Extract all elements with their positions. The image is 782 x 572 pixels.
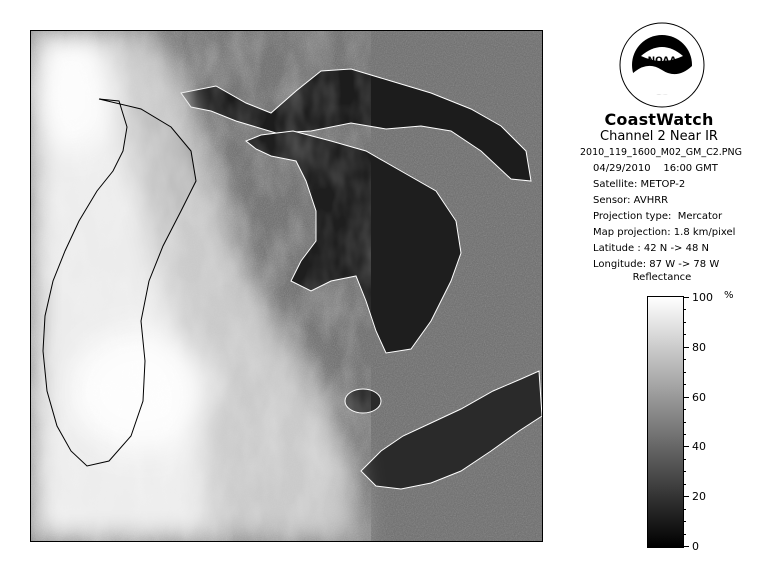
cloud-texture <box>31 31 371 541</box>
satellite-text: Satellite: METOP-2 <box>593 179 686 190</box>
colorbar-minor-tick <box>683 359 686 360</box>
colorbar-tick <box>683 446 689 447</box>
colorbar-tick-label: 60 <box>692 390 706 404</box>
colorbar-tick <box>683 397 689 398</box>
datetime-text: 04/29/2010 16:00 GMT <box>593 163 718 174</box>
noaa-logo <box>619 22 705 108</box>
colorbar-minor-tick <box>683 509 686 510</box>
colorbar-title: Reflectance <box>632 272 692 283</box>
colorbar-minor-tick <box>683 434 686 435</box>
colorbar-tick <box>683 297 689 298</box>
longitude-text: Longitude: 87 W -> 78 W <box>593 259 720 270</box>
colorbar-minor-tick <box>683 534 686 535</box>
latitude-text: Latitude : 42 N -> 48 N <box>593 243 709 254</box>
map-projection-text: Map projection: 1.8 km/pixel <box>593 227 736 238</box>
colorbar-minor-tick <box>683 409 686 410</box>
colorbar-minor-tick <box>683 309 686 310</box>
colorbar-minor-tick <box>683 322 686 323</box>
colorbar <box>647 296 684 548</box>
projection-type-text: Projection type: Mercator <box>593 211 723 222</box>
colorbar-tick-label: 0 <box>692 540 699 553</box>
sensor-text: Sensor: AVHRR <box>593 195 669 206</box>
channel-label: Channel 2 Near IR <box>600 129 718 144</box>
colorbar-tick-label: 100 <box>692 291 713 304</box>
colorbar-minor-tick <box>683 484 686 485</box>
file-name: 2010_119_1600_M02_GM_C2.PNG <box>580 147 742 158</box>
colorbar-minor-tick <box>683 471 686 472</box>
colorbar-tick-label: 20 <box>692 490 706 504</box>
product-title: CoastWatch <box>604 110 714 129</box>
colorbar-tick <box>683 347 689 348</box>
colorbar-unit: % <box>724 290 734 301</box>
colorbar-minor-tick <box>683 372 686 373</box>
satellite-map <box>30 30 543 542</box>
colorbar-tick-label: 40 <box>692 440 706 454</box>
colorbar-minor-tick <box>683 459 686 460</box>
colorbar-minor-tick <box>683 384 686 385</box>
colorbar-minor-tick <box>683 422 686 423</box>
svg-text:NOAA: NOAA <box>647 56 677 66</box>
colorbar-tick <box>683 546 689 547</box>
colorbar-minor-tick <box>683 334 686 335</box>
colorbar-minor-tick <box>683 521 686 522</box>
colorbar-tick-label: 80 <box>692 340 706 354</box>
colorbar-tick <box>683 496 689 497</box>
